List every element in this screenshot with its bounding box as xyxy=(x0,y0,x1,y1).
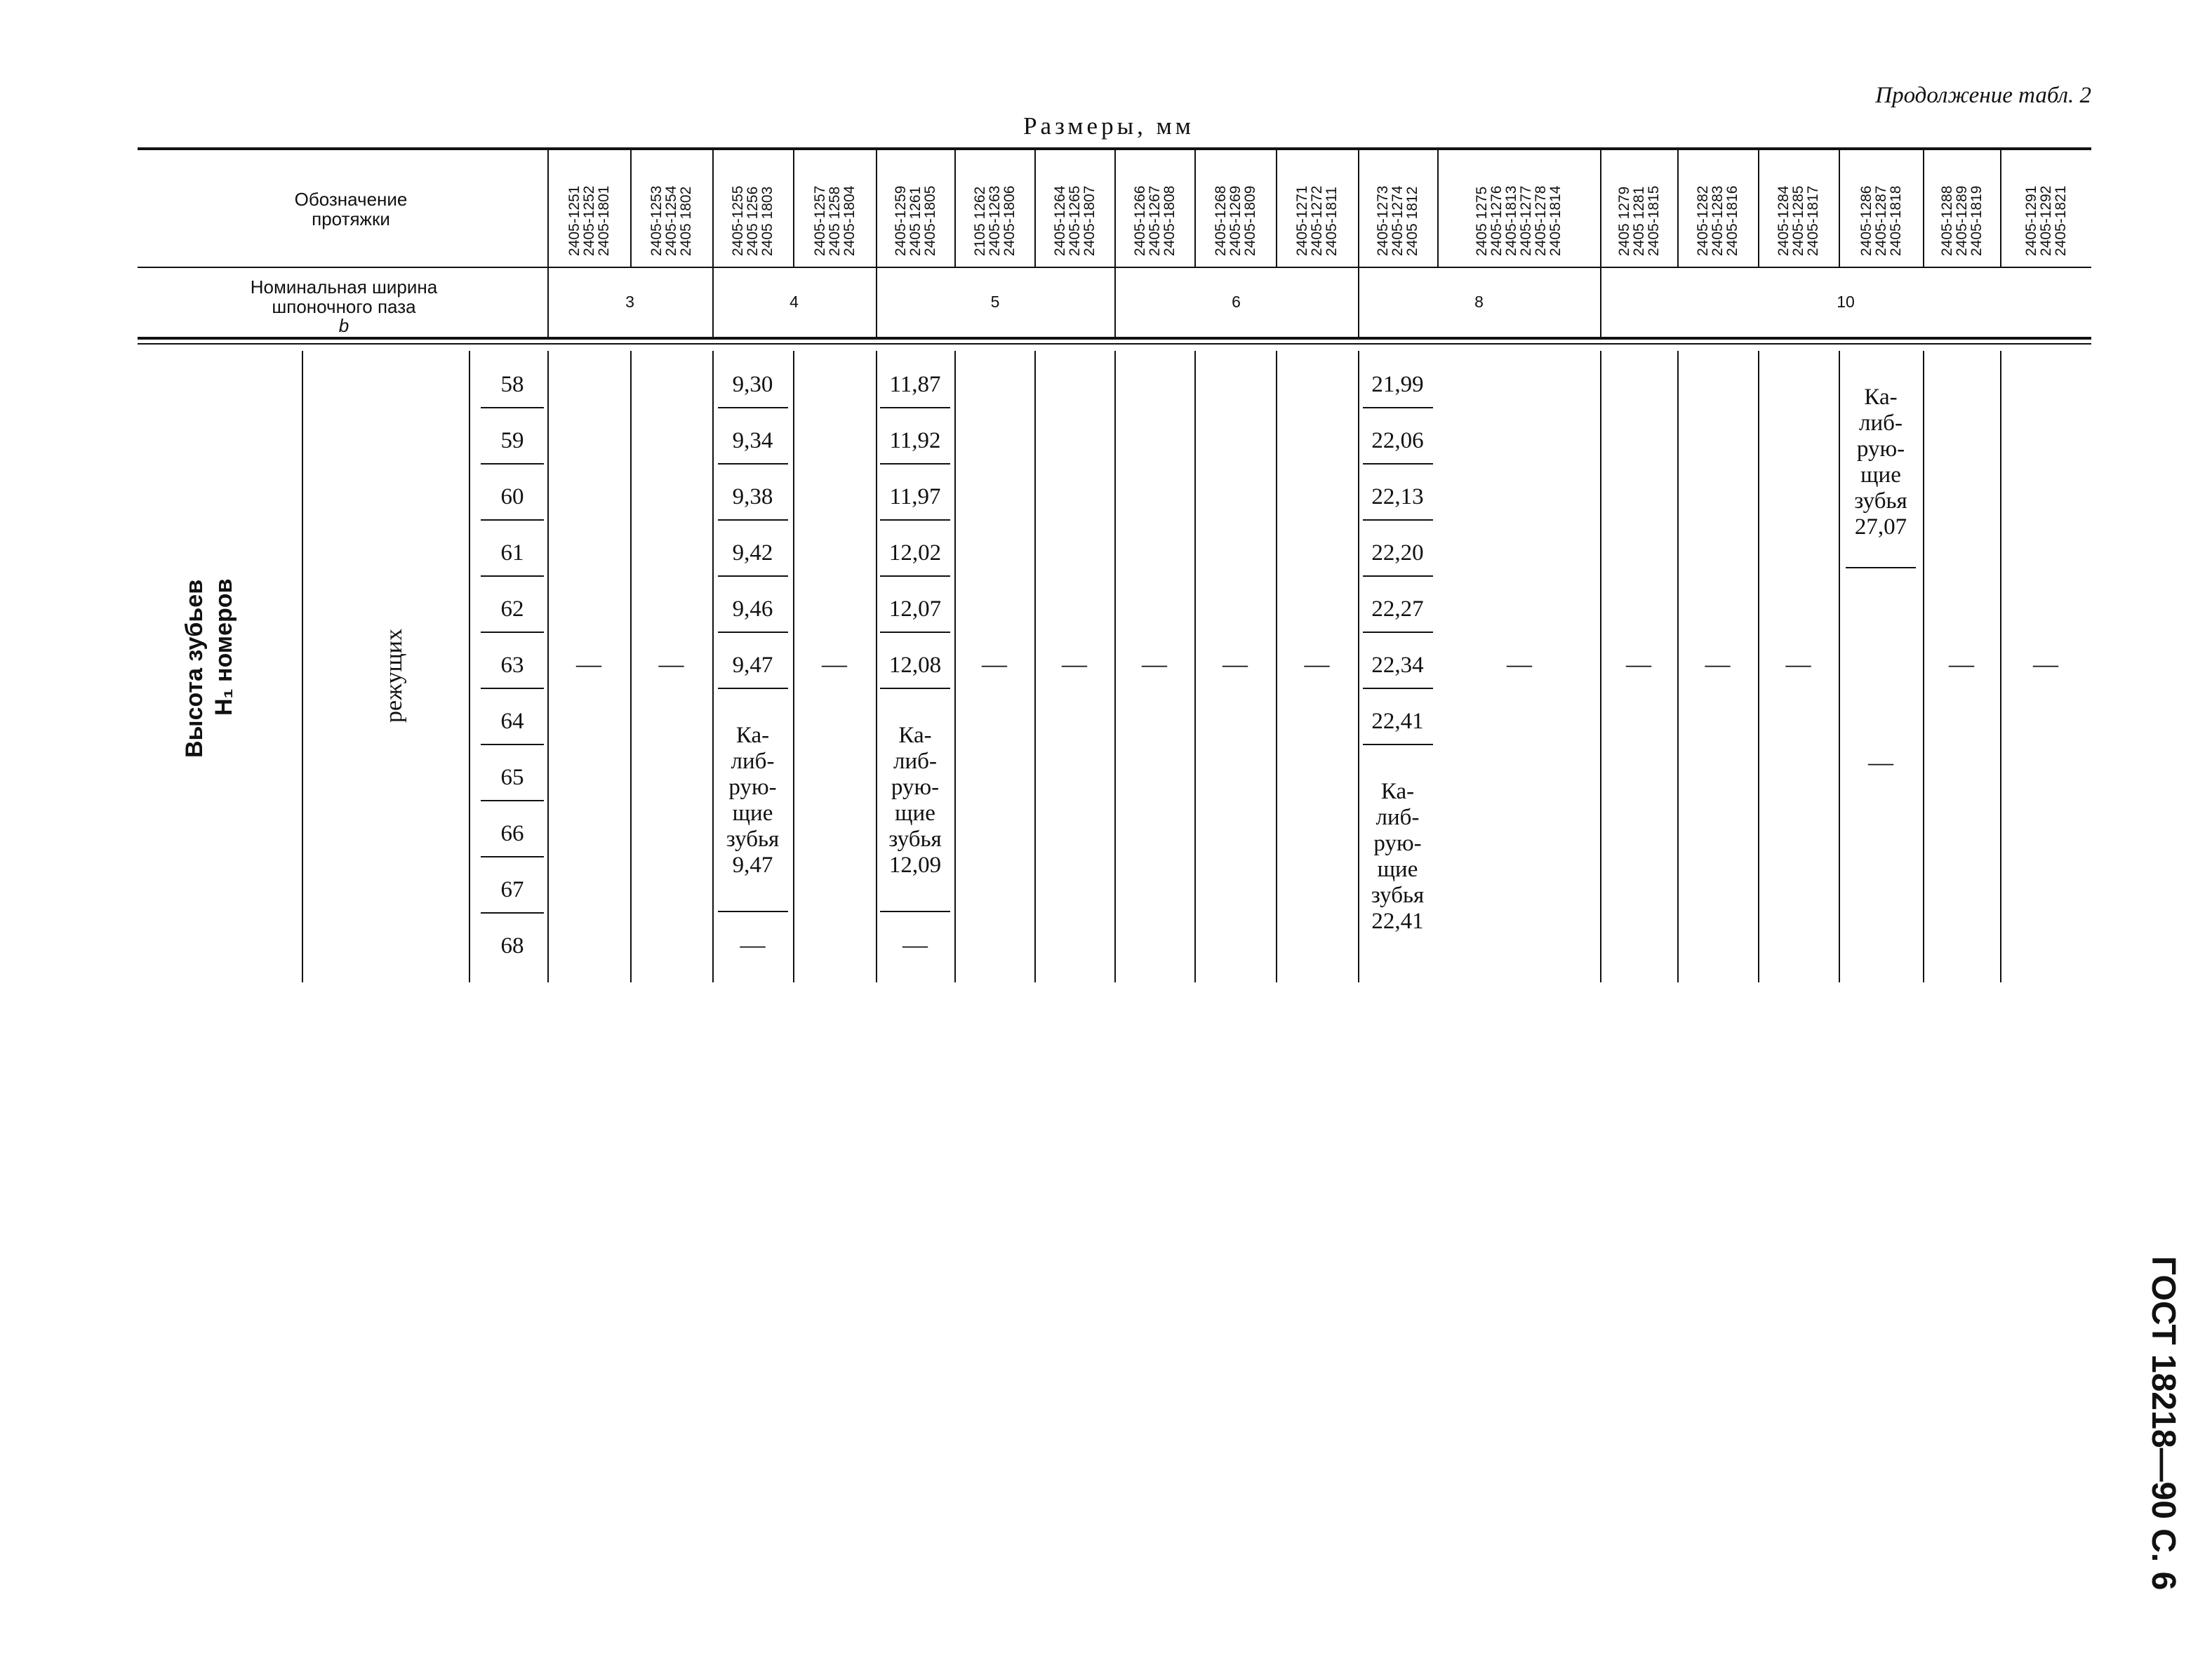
continuation-caption: Продолжение табл. 2 xyxy=(1875,83,2091,108)
code-text: 2405-1274 xyxy=(1390,185,1406,256)
code-text: 2405-1252 xyxy=(581,185,597,256)
col5-dash: — xyxy=(902,930,928,959)
dash-mark: — xyxy=(1626,650,1651,678)
row-number: 61 xyxy=(500,540,524,566)
code-text: 2405-1259 xyxy=(893,185,909,256)
column-code xyxy=(813,186,857,256)
col11-value-underline xyxy=(1363,519,1433,521)
row-number-underline xyxy=(481,519,544,521)
dash-mark: — xyxy=(1304,650,1330,678)
row-group-label: режущих xyxy=(381,629,407,723)
col11-value: 22,34 xyxy=(1371,653,1424,678)
col16-cal-underline xyxy=(1846,567,1916,568)
header-col-line xyxy=(1358,150,1359,267)
col3-value-underline xyxy=(718,575,788,577)
cal-line: либ- xyxy=(1375,805,1420,830)
header-col-line xyxy=(630,150,632,267)
column-code xyxy=(1053,186,1097,256)
width-value: 3 xyxy=(625,293,634,311)
col11-value: 21,99 xyxy=(1371,372,1424,397)
row-number-underline xyxy=(481,800,544,801)
col3-value-underline xyxy=(718,632,788,633)
row-number: 65 xyxy=(500,765,524,790)
code-text: 2405-1267 xyxy=(1147,185,1163,256)
height-label-line1: Высота зубьев xyxy=(181,579,208,758)
cal-line: Ка- xyxy=(898,723,932,748)
cal-line: щие xyxy=(895,801,935,826)
row-number-underline xyxy=(481,632,544,633)
body-col-line xyxy=(1114,351,1116,982)
header-col-line xyxy=(1839,150,1840,267)
width-value: 6 xyxy=(1232,293,1241,311)
dash-mark: — xyxy=(822,650,847,678)
code-text: 2405 1258 xyxy=(827,186,843,256)
cal-line: Ка- xyxy=(1380,779,1415,804)
col16-dash: — xyxy=(1868,748,1893,776)
column-code xyxy=(1617,186,1661,256)
width-group-line xyxy=(1600,267,1601,337)
col5-value-underline xyxy=(880,519,950,521)
code-text: 2405 1275 xyxy=(1474,186,1490,256)
row-number-underline xyxy=(481,575,544,577)
body-col-line xyxy=(547,351,549,982)
code-text: 2405-1268 xyxy=(1213,185,1229,256)
cal-line: либ- xyxy=(893,749,937,774)
column-code xyxy=(1213,186,1258,256)
cal-line: зубья xyxy=(1371,883,1425,908)
col3-value: 9,38 xyxy=(732,484,773,509)
height-label-line2: H₁ номеров xyxy=(211,578,237,716)
row-number-underline xyxy=(481,688,544,689)
body-col-line xyxy=(793,351,794,982)
col5-value-underline xyxy=(880,407,950,408)
col11-value-underline xyxy=(1363,744,1433,745)
row-number-underline xyxy=(481,856,544,857)
column-code xyxy=(893,186,938,256)
height-label xyxy=(181,580,208,758)
col3-value: 9,46 xyxy=(732,596,773,622)
cal-line: 22,41 xyxy=(1371,909,1424,934)
code-text: 2405-1801 xyxy=(596,185,612,256)
cal-line: зубья xyxy=(888,827,942,852)
code-text: 2405-1263 xyxy=(987,185,1003,256)
row-number: 64 xyxy=(500,709,524,734)
col5-value-underline xyxy=(880,575,950,577)
code-text: 2405 1281 xyxy=(1631,186,1647,256)
code-text: 2405-1265 xyxy=(1067,185,1083,256)
dash-mark: — xyxy=(576,650,601,678)
code-text: 2405-1807 xyxy=(1081,185,1098,256)
code-text: 2405-1273 xyxy=(1375,185,1391,256)
code-text: 2405 1802 xyxy=(678,186,694,256)
header-col-line xyxy=(1114,150,1116,267)
code-text: 2405-1284 xyxy=(1775,185,1792,256)
row-number: 60 xyxy=(500,484,524,509)
code-text: 2405-1257 xyxy=(812,185,828,256)
code-text: 2405 1256 xyxy=(745,186,761,256)
header-col-line xyxy=(1034,150,1036,267)
row-number: 68 xyxy=(500,933,524,959)
body-col-line xyxy=(1600,351,1601,982)
code-text: 2405-1819 xyxy=(1968,185,1985,256)
body-col-line xyxy=(1276,351,1277,982)
row-number: 58 xyxy=(500,372,524,397)
code-text: 2405-1814 xyxy=(1547,185,1564,256)
column-code xyxy=(1375,186,1420,256)
col11-value: 22,06 xyxy=(1371,428,1424,453)
header-col-line xyxy=(547,150,549,267)
cal-line: рую- xyxy=(728,775,777,800)
col11-value-underline xyxy=(1363,688,1433,689)
code-text: 2405-1292 xyxy=(2038,185,2054,256)
col11-value-underline xyxy=(1363,463,1433,465)
col5-value: 11,92 xyxy=(889,428,941,453)
code-text: 2405-1813 xyxy=(1503,185,1519,256)
dash-mark: — xyxy=(1222,650,1248,678)
dash-mark: — xyxy=(1785,650,1811,678)
col3-value-underline xyxy=(718,688,788,689)
body-col-line xyxy=(469,351,470,982)
col5-value-underline xyxy=(880,632,950,633)
body-col-line xyxy=(1677,351,1679,982)
code-text: 2405-1804 xyxy=(841,185,858,256)
width-group-line xyxy=(712,267,714,337)
col5-value: 11,87 xyxy=(889,372,941,397)
code-text: 2405-1815 xyxy=(1646,185,1662,256)
code-text: 2405-1806 xyxy=(1001,185,1018,256)
col5-value-underline xyxy=(880,688,950,689)
code-text: 2405 1261 xyxy=(907,186,924,256)
col11-value: 22,13 xyxy=(1371,484,1424,509)
dash-mark: — xyxy=(1705,650,1731,678)
cal-line: зубья xyxy=(1854,488,1907,514)
column-code xyxy=(731,186,775,256)
header-col-line xyxy=(712,150,714,267)
col3-dash: — xyxy=(740,930,766,959)
cal-line: щие xyxy=(1860,462,1901,488)
col5-value-underline xyxy=(880,463,950,465)
code-text: 2405-1809 xyxy=(1242,185,1258,256)
col3-value: 9,30 xyxy=(732,372,773,397)
code-text: 2405-1808 xyxy=(1161,185,1178,256)
code-text: 2405-1286 xyxy=(1858,185,1874,256)
cal-line: рую- xyxy=(891,775,940,800)
code-text: 2405-1272 xyxy=(1309,185,1325,256)
col5-cal-underline xyxy=(880,911,950,912)
col5-value: 12,08 xyxy=(888,653,942,678)
code-text: 2405 1803 xyxy=(759,186,775,256)
column-code xyxy=(2024,186,2068,256)
body-col-line xyxy=(302,351,303,982)
body-col-line xyxy=(1923,351,1924,982)
col5-value: 11,97 xyxy=(889,484,941,509)
width-group-line xyxy=(547,267,549,337)
body-col-line xyxy=(1034,351,1036,982)
header-col-line xyxy=(1677,150,1679,267)
code-text: 2405-1817 xyxy=(1805,185,1821,256)
col5-value: 12,02 xyxy=(888,540,942,566)
cal-line: 27,07 xyxy=(1854,514,1907,540)
column-code xyxy=(1695,186,1740,256)
body-col-line xyxy=(1758,351,1759,982)
code-text: 2405-1278 xyxy=(1533,185,1549,256)
cal-line: зубья xyxy=(726,827,780,852)
code-text: 2405-1283 xyxy=(1710,185,1726,256)
header-col-line xyxy=(1758,150,1759,267)
dash-mark: — xyxy=(658,650,684,678)
col3-value: 9,47 xyxy=(732,653,773,678)
cal-line: либ- xyxy=(1859,410,1903,436)
col11-value-underline xyxy=(1363,632,1433,633)
code-text: 2105 1262 xyxy=(972,186,988,256)
column-code xyxy=(649,186,693,256)
dash-mark: — xyxy=(982,650,1007,678)
code-text: 2405 1812 xyxy=(1404,186,1420,256)
height-label-2 xyxy=(211,579,238,716)
table-header-bottom-rule xyxy=(138,337,2091,340)
body-col-line xyxy=(2000,351,2001,982)
code-text: 2405-1811 xyxy=(1324,187,1340,256)
column-code xyxy=(1776,186,1820,256)
col5-value: 12,07 xyxy=(888,596,942,622)
row-number-underline xyxy=(481,407,544,408)
body-col-line xyxy=(1839,351,1840,982)
cal-line: рую- xyxy=(1856,436,1905,462)
code-text: 2405-1266 xyxy=(1132,185,1148,256)
code-text: 2405-1291 xyxy=(2023,185,2039,256)
code-text: 2405-1276 xyxy=(1488,185,1505,256)
cal-line: 12,09 xyxy=(888,853,942,878)
column-code xyxy=(1859,186,1903,256)
cal-line: Ка- xyxy=(735,723,770,748)
width-group-line xyxy=(1358,267,1359,337)
header-col-line xyxy=(1437,150,1439,267)
header-col-line xyxy=(1600,150,1601,267)
body-col-line xyxy=(876,351,877,982)
calibrating-note-col16 xyxy=(1842,385,1919,540)
column-code xyxy=(1133,186,1177,256)
column-code xyxy=(567,186,611,256)
code-text: 2405 1279 xyxy=(1616,186,1632,256)
header-col-line xyxy=(1276,150,1277,267)
col11-value-underline xyxy=(1363,407,1433,408)
row-number: 67 xyxy=(500,877,524,902)
cal-line: либ- xyxy=(731,749,775,774)
width-group-line xyxy=(876,267,877,337)
code-text: 2405-1254 xyxy=(663,185,679,256)
calibrating-note-col5 xyxy=(877,723,954,879)
col3-cal-underline xyxy=(718,911,788,912)
row-number: 63 xyxy=(500,653,524,678)
body-col-line xyxy=(1194,351,1196,982)
col11-value: 22,20 xyxy=(1371,540,1424,566)
width-label: Номинальная ширина шпоночного паза xyxy=(250,276,438,317)
col3-value: 9,34 xyxy=(732,428,773,453)
code-text: 2405-1251 xyxy=(566,185,582,256)
designation-label: Обозначение протяжки xyxy=(294,189,408,229)
column-code xyxy=(1295,186,1339,256)
width-value: 8 xyxy=(1474,293,1484,311)
col3-value-underline xyxy=(718,463,788,465)
header-col-line xyxy=(876,150,877,267)
row-number: 66 xyxy=(500,821,524,846)
header-col-line xyxy=(1194,150,1196,267)
cal-line: Ка- xyxy=(1864,385,1898,410)
col3-value: 9,42 xyxy=(732,540,773,566)
code-text: 2405-1821 xyxy=(2053,185,2069,256)
code-text: 2405-1818 xyxy=(1888,185,1904,256)
dash-mark: — xyxy=(1507,650,1532,678)
col3-value-underline xyxy=(718,519,788,521)
code-text: 2405-1269 xyxy=(1227,185,1244,256)
units-caption: Размеры, мм xyxy=(1023,112,1194,140)
code-text: 2405-1253 xyxy=(648,185,665,256)
width-value: 4 xyxy=(789,293,799,311)
body-col-line xyxy=(712,351,714,982)
code-text: 2405-1282 xyxy=(1695,185,1711,256)
code-text: 2405-1805 xyxy=(922,185,938,256)
dash-mark: — xyxy=(1062,650,1087,678)
dash-mark: — xyxy=(1142,650,1167,678)
column-code xyxy=(1474,186,1563,256)
code-text: 2405-1285 xyxy=(1790,185,1806,256)
cal-line: рую- xyxy=(1373,831,1422,856)
calibrating-note-col3 xyxy=(714,723,792,879)
dash-mark: — xyxy=(2033,650,2058,678)
code-text: 2405-1255 xyxy=(730,185,746,256)
width-symbol: b xyxy=(338,315,349,336)
col11-value-underline xyxy=(1363,575,1433,577)
col11-value: 22,27 xyxy=(1371,596,1424,622)
dash-mark: — xyxy=(1949,650,1974,678)
gost-footer: ГОСТ 18218—90 С. 6 xyxy=(2145,1256,2182,1591)
code-text: 2405-1287 xyxy=(1873,185,1889,256)
header-col-line xyxy=(2000,150,2001,267)
row-number: 62 xyxy=(500,596,524,622)
col3-value-underline xyxy=(718,407,788,408)
column-code xyxy=(1940,186,1984,256)
code-text: 2405-1288 xyxy=(1939,185,1955,256)
calibrating-note-col11 xyxy=(1359,779,1437,935)
col11-value: 22,41 xyxy=(1371,709,1424,734)
row-number-underline xyxy=(481,744,544,745)
cal-line: 9,47 xyxy=(732,853,773,878)
body-col-line xyxy=(630,351,632,982)
header-col-line xyxy=(1923,150,1924,267)
width-value: 10 xyxy=(1837,293,1855,311)
row-number-underline xyxy=(481,912,544,914)
row-number: 59 xyxy=(500,428,524,453)
header-col-line xyxy=(954,150,956,267)
header-col-line xyxy=(793,150,794,267)
code-text: 2405-1264 xyxy=(1052,185,1068,256)
column-code xyxy=(973,186,1017,256)
cal-line: щие xyxy=(732,801,773,826)
code-text: 2405-1289 xyxy=(1954,185,1970,256)
row-number-underline xyxy=(481,463,544,465)
code-text: 2405-1277 xyxy=(1518,185,1534,256)
width-value: 5 xyxy=(990,293,1000,311)
width-group-line xyxy=(1114,267,1116,337)
cal-line: щие xyxy=(1377,857,1418,882)
body-col-line xyxy=(954,351,956,982)
code-text: 2405-1816 xyxy=(1724,185,1740,256)
table-header-bottom-rule-2 xyxy=(138,343,2091,345)
code-text: 2405-1271 xyxy=(1294,185,1310,256)
